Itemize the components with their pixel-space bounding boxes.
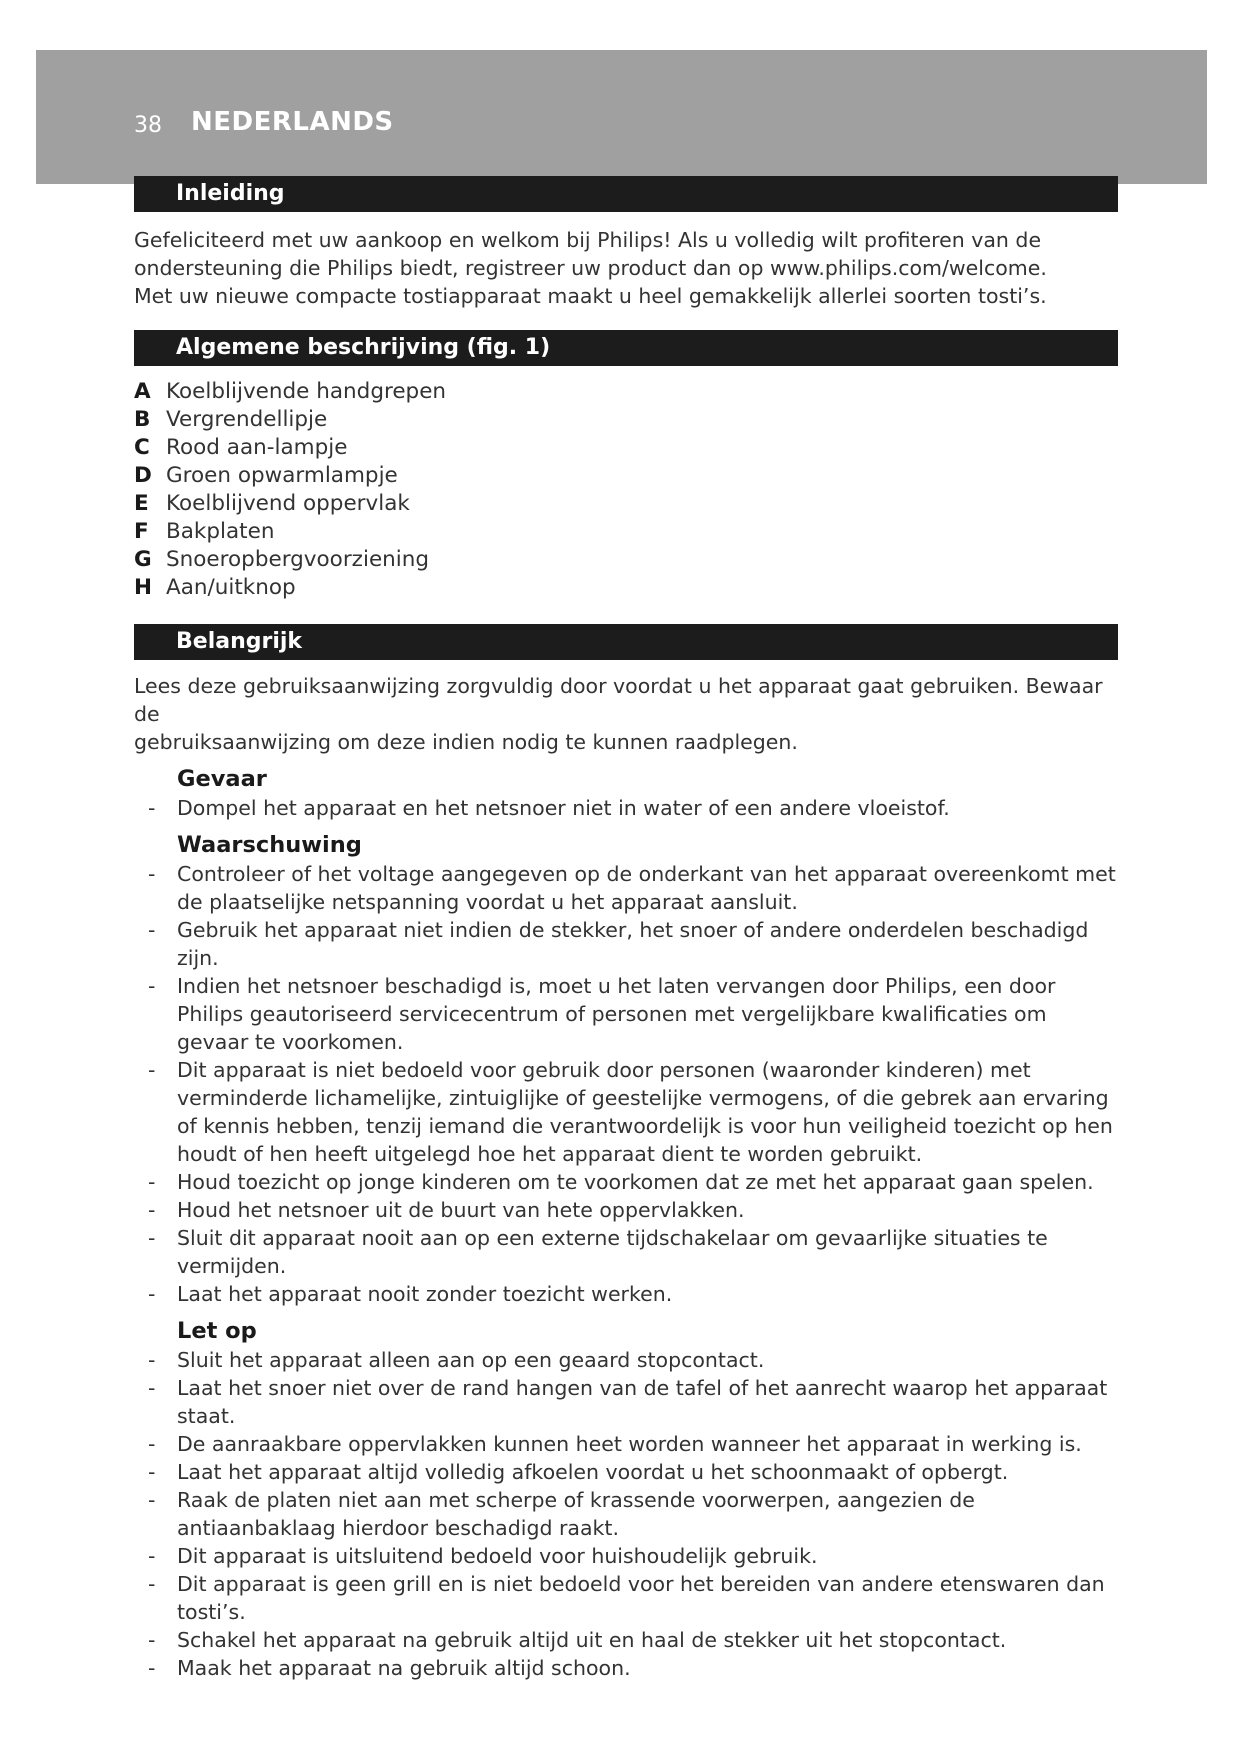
section-header-belangrijk: Belangrijk (134, 624, 1118, 660)
item-text: Koelblijvend oppervlak (166, 491, 410, 516)
component-list (134, 378, 1118, 602)
paragraph-line: Met uw nieuwe compacte tostiapparaat maakt u heel gemakkelijk allerlei soorten tosti’s. (134, 284, 1047, 308)
bullet-text: Laat het apparaat nooit zonder toezicht werken. (177, 1282, 673, 1306)
bullet-text: Controleer of het voltage aangegeven op de onderkant van het apparaat overeenkomt met de plaatselijke netspanning voordat u het apparaat aansluit. (177, 862, 1116, 914)
bullet-item: - Indien het netsnoer beschadigd is, moet u het laten vervangen door Philips, een door Philips geautoriseerd servicecentrum of personen met vergelijkbare kwalificaties om gevaar te voorkomen. (148, 974, 1056, 1054)
item-letter: D (134, 463, 152, 488)
bullet-text: Raak de platen niet aan met scherpe of krassende voorwerpen, aangezien de antiaanbaklaag hierdoor beschadigd raakt. (177, 1488, 975, 1540)
item-text: Snoeropbergvoorziening (166, 547, 430, 572)
section-header-inleiding: Inleiding (134, 176, 1118, 212)
bullet-item: - Schakel het apparaat na gebruik altijd uit en haal de stekker uit het stopcontact. (148, 1628, 1007, 1652)
list-item (134, 406, 1118, 434)
subheading-gevaar: Gevaar (177, 766, 267, 792)
item-text: Koelblijvende handgrepen (166, 379, 447, 404)
bullet-text: Dit apparaat is niet bedoeld voor gebruik door personen (waaronder kinderen) met verminderde lichamelijke, zintuiglijke of geestelijke vermogens, of die gebrek aan ervaring of kennis hebben, tenzij iemand die verantwoordelijk is voor hun veiligheid toezicht op hen houdt of hen heeft uitgelegd hoe het apparaat dient te worden gebruikt. (177, 1058, 1113, 1166)
let-op-list (134, 1346, 1118, 1682)
bullet-text: Dit apparaat is uitsluitend bedoeld voor huishoudelijk gebruik. (177, 1544, 818, 1568)
bullet-item: - Dit apparaat is geen grill en is niet bedoeld voor het bereiden van andere etenswaren dan tosti’s. (148, 1572, 1105, 1624)
bullet-text: Houd toezicht op jonge kinderen om te voorkomen dat ze met het apparaat gaan spelen. (177, 1170, 1094, 1194)
bullet-text: Dit apparaat is geen grill en is niet bedoeld voor het bereiden van andere etenswaren dan tosti’s. (177, 1572, 1105, 1624)
bullet-text: Maak het apparaat na gebruik altijd schoon. (177, 1656, 631, 1680)
paragraph-line: ondersteuning die Philips biedt, registreer uw product dan op www.philips.com/welcome. (134, 256, 1047, 280)
bullet-text: Laat het snoer niet over de rand hangen van de tafel of het aanrecht waarop het apparaat staat. (177, 1376, 1108, 1428)
bullet-item: - Dit apparaat is niet bedoeld voor gebruik door personen (waaronder kinderen) met verminderde lichamelijke, zintuiglijke of geestelijke vermogens, of die gebrek aan ervaring of kennis hebben, tenzij iemand die verantwoordelijk is voor hun veiligheid toezicht op hen houdt of hen heeft uitgelegd hoe het apparaat dient te worden gebruikt. (148, 1058, 1113, 1166)
inleiding-text (134, 226, 1118, 310)
item-text: Rood aan-lampje (166, 435, 348, 460)
bullet-text: Schakel het apparaat na gebruik altijd uit en haal de stekker uit het stopcontact. (177, 1628, 1007, 1652)
bullet-item: - Dit apparaat is uitsluitend bedoeld voor huishoudelijk gebruik. (148, 1544, 818, 1568)
list-item (134, 434, 1118, 462)
paragraph-line: Gefeliciteerd met uw aankoop en welkom bij Philips! Als u volledig wilt profiteren van de (134, 228, 1042, 252)
list-item (134, 546, 1118, 574)
list-item (134, 574, 1118, 602)
list-item (134, 378, 1118, 406)
paragraph-line: gebruiksaanwijzing om deze indien nodig te kunnen raadplegen. (134, 730, 798, 754)
bullet-text: Sluit het apparaat alleen aan op een geaard stopcontact. (177, 1348, 765, 1372)
item-text: Vergrendellipje (166, 407, 328, 432)
bullet-text: Sluit dit apparaat nooit aan op een externe tijdschakelaar om gevaarlijke situaties te vermijden. (177, 1226, 1048, 1278)
list-item (134, 490, 1118, 518)
bullet-text: Dompel het apparaat en het netsnoer niet in water of een andere vloeistof. (177, 796, 950, 820)
item-text: Aan/uitknop (166, 575, 296, 600)
list-item (134, 518, 1118, 546)
bullet-item: - Laat het apparaat altijd volledig afkoelen voordat u het schoonmaakt of opbergt. (148, 1460, 1009, 1484)
item-letter: B (134, 407, 151, 432)
bullet-item: - Laat het apparaat nooit zonder toezicht werken. (148, 1282, 673, 1306)
bullet-item: - Sluit dit apparaat nooit aan op een externe tijdschakelaar om gevaarlijke situaties te vermijden. (148, 1226, 1048, 1278)
subheading-let-op: Let op (177, 1318, 257, 1344)
gevaar-list (134, 794, 1118, 822)
item-text: Bakplaten (166, 519, 275, 544)
bullet-item: - Houd toezicht op jonge kinderen om te voorkomen dat ze met het apparaat gaan spelen. (148, 1170, 1094, 1194)
bullet-item: - Houd het netsnoer uit de buurt van hete oppervlakken. (148, 1198, 745, 1222)
page-number: 38 (134, 113, 162, 138)
bullet-text: De aanraakbare oppervlakken kunnen heet worden wanneer het apparaat in werking is. (177, 1432, 1082, 1456)
bullet-text: Indien het netsnoer beschadigd is, moet u het laten vervangen door Philips, een door Philips geautoriseerd servicecentrum of personen met vergelijkbare kwalificaties om gevaar te voorkomen. (177, 974, 1056, 1054)
language-title: NEDERLANDS (191, 107, 394, 137)
bullet-item: - Gebruik het apparaat niet indien de stekker, het snoer of andere onderdelen beschadigd zijn. (148, 918, 1089, 970)
item-letter: F (134, 519, 149, 544)
bullet-text: Laat het apparaat altijd volledig afkoelen voordat u het schoonmaakt of opbergt. (177, 1460, 1009, 1484)
list-item (134, 462, 1118, 490)
bullet-item: - Dompel het apparaat en het netsnoer niet in water of een andere vloeistof. (148, 796, 950, 820)
paragraph-line: Lees deze gebruiksaanwijzing zorgvuldig door voordat u het apparaat gaat gebruiken. Bewaar de (134, 674, 1103, 726)
bullet-item: - Controleer of het voltage aangegeven op de onderkant van het apparaat overeenkomt met de plaatselijke netspanning voordat u het apparaat aansluit. (148, 862, 1116, 914)
waarschuwing-list (134, 860, 1118, 1308)
item-letter: G (134, 547, 152, 572)
item-letter: H (134, 575, 152, 600)
belangrijk-intro (134, 672, 1118, 756)
bullet-item: - Laat het snoer niet over de rand hangen van de tafel of het aanrecht waarop het apparaat staat. (148, 1376, 1108, 1428)
section-header-beschrijving: Algemene beschrijving (fig. 1) (134, 330, 1118, 366)
bullet-item: - Maak het apparaat na gebruik altijd schoon. (148, 1656, 631, 1680)
item-letter: E (134, 491, 149, 516)
bullet-item: - Sluit het apparaat alleen aan op een geaard stopcontact. (148, 1348, 765, 1372)
subheading-waarschuwing: Waarschuwing (177, 832, 362, 858)
item-text: Groen opwarmlampje (166, 463, 398, 488)
page-content (134, 176, 1118, 1682)
bullet-text: Gebruik het apparaat niet indien de stekker, het snoer of andere onderdelen beschadigd zijn. (177, 918, 1089, 970)
bullet-text: Houd het netsnoer uit de buurt van hete oppervlakken. (177, 1198, 745, 1222)
item-letter: C (134, 435, 150, 460)
item-letter: A (134, 379, 151, 404)
bullet-item: - Raak de platen niet aan met scherpe of krassende voorwerpen, aangezien de antiaanbaklaag hierdoor beschadigd raakt. (148, 1488, 975, 1540)
bullet-item: - De aanraakbare oppervlakken kunnen heet worden wanneer het apparaat in werking is. (148, 1432, 1082, 1456)
